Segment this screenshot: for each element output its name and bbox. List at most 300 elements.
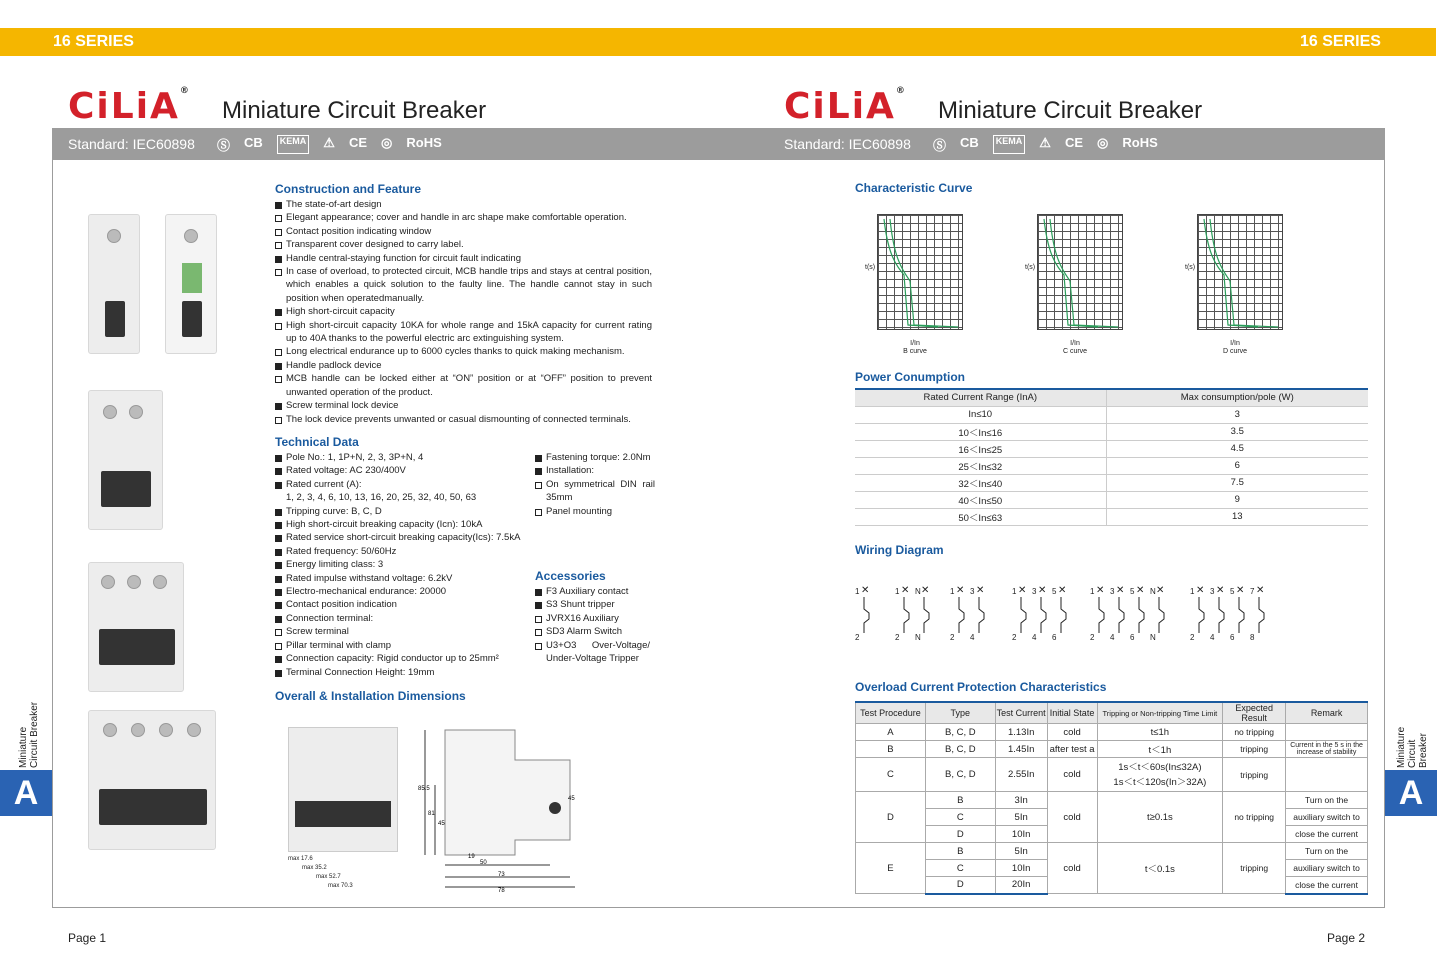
table-cell: 4.5 (1106, 440, 1368, 457)
cell: tripping (1223, 758, 1286, 792)
table-row (855, 457, 1368, 474)
product-image-4p (88, 710, 216, 850)
side-outline (445, 730, 570, 855)
cell: auxiliary switch to (1286, 860, 1368, 877)
pole-line (956, 597, 966, 633)
dim-label: 50 (480, 860, 487, 866)
curve-ylabel: t(s) (865, 264, 876, 271)
page-number-left: Page 1 (68, 931, 107, 945)
pole-line (1216, 597, 1226, 633)
dim-label: 78 (498, 888, 505, 894)
terminal-label: N (915, 587, 921, 596)
construction-list (275, 198, 652, 426)
trip-curve-chart (1197, 214, 1283, 330)
ccc-mark-icon: ◎ (381, 135, 393, 150)
curve-xlabel (1055, 340, 1095, 356)
standard-text: Standard: IEC60898 (784, 136, 911, 152)
table-header-row (855, 389, 1368, 406)
list-item: In case of overload, to protected circuit, MCB handle trips and stays at central position, which enables a quick solution to the faulty line. The handle cannot stay in such position when operatedmanually. (275, 265, 652, 305)
terminal-label: 2 (950, 633, 955, 642)
contact-icon: ✕ (956, 585, 965, 596)
product-image-1p (88, 214, 140, 354)
terminal-label: 5 (1130, 587, 1135, 596)
list-item: Contact position indication (275, 598, 535, 611)
overload-table (855, 701, 1368, 895)
s-mark-icon: Ⓢ (933, 138, 947, 153)
table-header: Rated Current Range (InA) (855, 389, 1106, 406)
terminal-screw (127, 575, 141, 589)
terminal-label: 1 (1190, 587, 1195, 596)
cell: C (925, 809, 995, 826)
table-cell: In≤10 (855, 406, 1106, 423)
table-cell: 13 (1106, 508, 1368, 525)
list-item: F3 Auxiliary contact (535, 585, 650, 598)
terminal-label: N (1150, 587, 1156, 596)
list-item: Rated frequency: 50/60Hz (275, 545, 535, 558)
list-item: Connection capacity: Rigid conductor up to 25mm² (275, 652, 535, 665)
contact-icon: ✕ (976, 585, 985, 596)
cell: B, C, D (925, 741, 995, 758)
contact-icon: ✕ (1096, 585, 1105, 596)
tab-label-line1: Miniature (1396, 726, 1407, 768)
cell: C (925, 860, 995, 877)
handle (99, 629, 175, 665)
power-title: Power Conumption (855, 370, 965, 384)
page-title: Miniature Circuit Breaker (222, 97, 487, 124)
list-item: Installation: (535, 464, 655, 477)
table-cell: 3.5 (1106, 423, 1368, 440)
terminal-screw (103, 723, 117, 737)
contact-icon: ✕ (1038, 585, 1047, 596)
cell: no tripping (1223, 792, 1286, 843)
cell: t≥0.1s (1097, 792, 1223, 843)
terminal-label: 6 (1230, 633, 1235, 642)
list-item: Elegant appearance; cover and handle in arc shape make comfortable operation. (275, 211, 652, 224)
terminal-label: 2 (895, 633, 900, 642)
cell: 5In (995, 809, 1047, 826)
curve-lines (1198, 215, 1284, 331)
list-item: Energy limiting class: 3 (275, 558, 535, 571)
cb-mark-icon: CB (244, 135, 263, 150)
terminal-label: 5 (1052, 587, 1057, 596)
curve-ylabel: t(s) (1025, 264, 1036, 271)
list-item: Connection terminal: (275, 612, 535, 625)
table-row (855, 406, 1368, 423)
list-item: The lock device prevents unwanted or casual dismounting of connected terminals. (275, 413, 652, 426)
section-tab-label-right (1396, 719, 1429, 768)
list-item: Contact position indicating window (275, 225, 652, 238)
cell: B (856, 741, 926, 758)
wiring-diagram (1012, 585, 1078, 645)
pole-line (1156, 597, 1166, 633)
dimensions-title: Overall & Installation Dimensions (275, 689, 466, 703)
contact-icon: ✕ (1256, 585, 1265, 596)
table-cell: 10＜In≤16 (855, 423, 1106, 440)
cell: E (856, 843, 926, 894)
list-item: SD3 Alarm Switch (535, 625, 650, 638)
cell: auxiliary switch to (1286, 809, 1368, 826)
list-item: Long electrical endurance up to 6000 cycles thanks to quick making mechanism. (275, 345, 652, 358)
dim-label: max 70.3 (328, 883, 353, 889)
cell: A (856, 724, 926, 741)
section-tab-right: A (1385, 770, 1437, 816)
terminal-screw (187, 723, 201, 737)
table-cell: 50＜In≤63 (855, 508, 1106, 525)
warning-mark-icon: ⚠ (323, 135, 335, 150)
table-row (856, 758, 1368, 792)
cell: D (925, 877, 995, 894)
brand-mark: ® (179, 86, 191, 96)
curve-lines (878, 215, 964, 331)
terminal-screw (129, 405, 143, 419)
terminal-label: 6 (1052, 633, 1057, 642)
series-label-right: 16 SERIES (1300, 33, 1381, 50)
cell: tripping (1223, 843, 1286, 894)
terminal-label: 3 (1210, 587, 1215, 596)
cell (1286, 724, 1368, 741)
cell: cold (1047, 724, 1097, 741)
handle (99, 789, 207, 825)
cell: 1.45In (995, 741, 1047, 758)
cell: B, C, D (925, 758, 995, 792)
table-header: Initial State (1047, 702, 1097, 724)
dim-label: max 17.6 (288, 856, 313, 862)
din-clip (549, 802, 561, 814)
table-row (855, 440, 1368, 457)
cell: B (925, 792, 995, 809)
terminal-label: N (915, 633, 921, 642)
contact-icon: ✕ (921, 585, 930, 596)
table-row (855, 508, 1368, 525)
tab-label-line2: Circuit Breaker (1407, 732, 1429, 768)
cell: 1.13In (995, 724, 1047, 741)
brand-name: CiLiA (784, 86, 896, 127)
brand-logo (68, 86, 191, 127)
header-right (784, 86, 1424, 126)
cell: C (856, 758, 926, 792)
table-cell: 40＜In≤50 (855, 491, 1106, 508)
dim-label: 19 (468, 854, 475, 860)
dim-label: max 35.2 (302, 865, 327, 871)
cell: tripping (1223, 741, 1286, 758)
list-item: Transparent cover designed to carry label. (275, 238, 652, 251)
contact-icon: ✕ (1216, 585, 1225, 596)
terminal-label: 3 (1110, 587, 1115, 596)
curve-line (1050, 219, 1118, 327)
list-item: High short-circuit capacity 10KA for whole range and 15kA capacity for current rating up to 40A thanks to the powerful electric arc extinguishing system. (275, 319, 652, 346)
series-bar (0, 28, 1436, 56)
cb-mark-icon: CB (960, 135, 979, 150)
cert-logos (217, 135, 442, 154)
cell: B (925, 843, 995, 860)
cell: Current in the 5 s in the increase of stability (1286, 741, 1368, 758)
wiring-diagram (895, 585, 939, 645)
pole-line (1236, 597, 1246, 633)
cell: 2.55In (995, 758, 1047, 792)
section-tab-left: A (0, 770, 52, 816)
product-image-1p-transparent (165, 214, 217, 354)
list-item: High short-circuit breaking capacity (Icn): 10kA (275, 518, 535, 531)
technical-title: Technical Data (275, 435, 359, 449)
rohs-mark-icon: RoHS (1122, 135, 1158, 150)
contact-icon: ✕ (861, 585, 870, 596)
list-item: Pillar terminal with clamp (275, 639, 535, 652)
list-item: MCB handle can be locked either at “ON” position or at “OFF” position to prevent unwanted operation of the product. (275, 372, 652, 399)
pole-line (1116, 597, 1126, 633)
brand-mark: ® (895, 86, 907, 96)
wiring-diagram (1190, 585, 1278, 645)
wiring-diagram (855, 585, 877, 645)
time-line: 1s＜t＜120s(In＞32A) (1113, 776, 1207, 788)
xlabel-text: I/In (910, 340, 920, 347)
pole-line (901, 597, 911, 633)
cell: close the current (1286, 877, 1368, 894)
cell: 5In (995, 843, 1047, 860)
dim-label: 45 (568, 796, 575, 802)
cell: after test a (1047, 741, 1097, 758)
list-item: Pole No.: 1, 1P+N, 2, 3, 3P+N, 4 (275, 451, 535, 464)
dim-label: 81 (428, 811, 435, 817)
time-line: 1s＜t＜60s(In≤32A) (1118, 761, 1202, 773)
curve-name: B curve (903, 348, 927, 355)
terminal-label: 2 (855, 633, 860, 642)
table-cell: 9 (1106, 491, 1368, 508)
cell: D (856, 792, 926, 843)
table-row (855, 423, 1368, 440)
tab-label-line2: Circuit Breaker (29, 701, 40, 768)
table-row (855, 474, 1368, 491)
contact-icon: ✕ (1196, 585, 1205, 596)
list-item: JVRX16 Auxiliary (535, 612, 650, 625)
wiring-diagram (950, 585, 994, 645)
list-item: Screw terminal lock device (275, 399, 652, 412)
cell (1097, 758, 1223, 792)
tab-label-line1: Miniature (18, 726, 29, 768)
cert-logos (933, 135, 1158, 154)
pole-line (1038, 597, 1048, 633)
pole-line (1196, 597, 1206, 633)
list-item: Rated service short-circuit breaking capacity(Ics): 7.5kA (275, 531, 535, 544)
contact-icon: ✕ (1156, 585, 1165, 596)
terminal-label: 4 (1210, 633, 1215, 642)
technical-list-right (535, 451, 655, 518)
terminal-label: 3 (970, 587, 975, 596)
terminal-label: 1 (950, 587, 955, 596)
cell: close the current (1286, 826, 1368, 843)
handle (295, 801, 391, 827)
list-item: Tripping curve: B, C, D (275, 505, 535, 518)
table-header: Remark (1286, 702, 1368, 724)
curve-line (890, 219, 958, 327)
dim-label: 45 (438, 821, 445, 827)
overload-title: Overload Current Protection Characteristics (855, 680, 1107, 694)
table-cell: 3 (1106, 406, 1368, 423)
table-cell: 25＜In≤32 (855, 457, 1106, 474)
section-tab-label-left (18, 702, 40, 768)
standard-bar-left (52, 128, 717, 160)
terminal-label: 6 (1130, 633, 1135, 642)
technical-list-left (275, 451, 535, 679)
handle (105, 301, 125, 337)
ce-mark-icon: CE (1064, 135, 1084, 150)
list-item: Rated voltage: AC 230/400V (275, 464, 535, 477)
curve-xlabel (1215, 340, 1255, 356)
terminal-label: 8 (1250, 633, 1255, 642)
list-item: S3 Shunt tripper (535, 598, 650, 611)
curve-title: Characteristic Curve (855, 181, 973, 195)
terminal-label: 4 (970, 633, 975, 642)
product-image-3p (88, 562, 184, 692)
terminal-screw (184, 229, 198, 243)
brand-name: CiLiA (68, 86, 180, 127)
list-item: Electro-mechanical endurance: 20000 (275, 585, 535, 598)
accessories-list (535, 585, 650, 665)
cell: Turn on the (1286, 843, 1368, 860)
ce-mark-icon: CE (348, 135, 368, 150)
list-item: High short-circuit capacity (275, 305, 652, 318)
front-dim-labels (288, 855, 353, 891)
cell: 20In (995, 877, 1047, 894)
terminal-label: 2 (1190, 633, 1195, 642)
terminal-screw (131, 723, 145, 737)
list-item: The state-of-art design (275, 198, 652, 211)
table-cell: 7.5 (1106, 474, 1368, 491)
standard-text: Standard: IEC60898 (68, 136, 195, 152)
terminal-label: 3 (1032, 587, 1037, 596)
terminal-label: 7 (1250, 587, 1255, 596)
cell: 10In (995, 860, 1047, 877)
cell: cold (1047, 792, 1097, 843)
s-mark-icon: Ⓢ (217, 138, 231, 153)
dim-label: 85.5 (418, 786, 430, 792)
page-title: Miniature Circuit Breaker (938, 97, 1203, 124)
table-row (856, 741, 1368, 758)
handle (182, 301, 202, 337)
contact-icon: ✕ (1116, 585, 1125, 596)
terminal-label: 2 (1090, 633, 1095, 642)
table-header: Type (925, 702, 995, 724)
terminal-label: 2 (1012, 633, 1017, 642)
pole-line (861, 597, 871, 633)
xlabel-text: I/In (1230, 340, 1240, 347)
list-item: Terminal Connection Height: 19mm (275, 666, 535, 679)
ccc-mark-icon: ◎ (1097, 135, 1109, 150)
table-cell: 32＜In≤40 (855, 474, 1106, 491)
wiring-diagram (1090, 585, 1178, 645)
list-item: Handle padlock device (275, 359, 652, 372)
list-item: Rated current (A): (275, 478, 535, 491)
wiring-title: Wiring Diagram (855, 543, 944, 557)
contact-icon: ✕ (1136, 585, 1145, 596)
indicator-window (182, 263, 202, 293)
terminal-screw (107, 229, 121, 243)
handle (101, 471, 151, 507)
cell (1286, 758, 1368, 792)
cell: Turn on the (1286, 792, 1368, 809)
terminal-label: 1 (1012, 587, 1017, 596)
curve-line (1210, 219, 1278, 327)
table-row (856, 792, 1368, 809)
cell: 10In (995, 826, 1047, 843)
kema-mark-icon: KEMA (993, 135, 1026, 154)
cell: t＜0.1s (1097, 843, 1223, 894)
cell: cold (1047, 758, 1097, 792)
kema-mark-icon: KEMA (277, 135, 310, 154)
list-item: 1, 2, 3, 4, 6, 10, 13, 16, 20, 25, 32, 40, 50, 63 (286, 492, 477, 504)
table-header: Max consumption/pole (W) (1106, 389, 1368, 406)
list-item: Screw terminal (275, 625, 535, 638)
cell: cold (1047, 843, 1097, 894)
terminal-label: 1 (1090, 587, 1095, 596)
terminal-screw (103, 405, 117, 419)
list-item: U3+O3 Over-Voltage/ Under-Voltage Tripper (535, 639, 650, 666)
cell: 3In (995, 792, 1047, 809)
warning-mark-icon: ⚠ (1039, 135, 1051, 150)
rohs-mark-icon: RoHS (406, 135, 442, 150)
xlabel-text: I/In (1070, 340, 1080, 347)
dimension-front-view (288, 727, 398, 852)
header-left (68, 86, 708, 126)
terminal-label: 1 (855, 587, 860, 596)
cell: no tripping (1223, 724, 1286, 741)
curve-name: D curve (1222, 348, 1248, 355)
dim-label: max 52.7 (316, 874, 341, 880)
power-table (855, 388, 1368, 526)
table-header: Test Current (995, 702, 1047, 724)
table-header: Expected Result (1223, 702, 1286, 724)
table-row (855, 491, 1368, 508)
curve-xlabel (895, 340, 935, 356)
list-item: Handle central-staying function for circuit fault indicating (275, 252, 652, 265)
accessories-title: Accessories (535, 569, 606, 583)
cell: t＜1h (1097, 741, 1223, 758)
curve-name: C curve (1062, 348, 1088, 355)
terminal-screw (159, 723, 173, 737)
brand-logo (784, 86, 907, 127)
page-number-right: Page 2 (1327, 931, 1366, 945)
terminal-label: 4 (1110, 633, 1115, 642)
contact-icon: ✕ (901, 585, 910, 596)
terminal-label: N (1150, 633, 1156, 642)
list-item: Panel mounting (535, 505, 655, 518)
contact-icon: ✕ (1058, 585, 1067, 596)
terminal-screw (101, 575, 115, 589)
pole-line (976, 597, 986, 633)
pole-line (1058, 597, 1068, 633)
pole-line (1136, 597, 1146, 633)
dimension-side-view (410, 725, 580, 895)
trip-curve-chart (1037, 214, 1123, 330)
table-cell: 16＜In≤25 (855, 440, 1106, 457)
terminal-label: 4 (1032, 633, 1037, 642)
series-label-left: 16 SERIES (53, 33, 134, 50)
list-item: On symmetrical DIN rail 35mm (535, 478, 655, 505)
cell: B, C, D (925, 724, 995, 741)
table-row (856, 843, 1368, 860)
product-image-2p (88, 390, 163, 530)
cell: t≤1h (1097, 724, 1223, 741)
standard-bar-right (717, 128, 1385, 160)
table-cell: 6 (1106, 457, 1368, 474)
construction-title: Construction and Feature (275, 182, 422, 196)
terminal-label: 1 (895, 587, 900, 596)
table-header: Test Procedure (856, 702, 926, 724)
pole-line (1018, 597, 1028, 633)
list-item: Rated impulse withstand voltage: 6.2kV (275, 572, 535, 585)
pole-line (1096, 597, 1106, 633)
contact-icon: ✕ (1236, 585, 1245, 596)
pole-line (921, 597, 931, 633)
